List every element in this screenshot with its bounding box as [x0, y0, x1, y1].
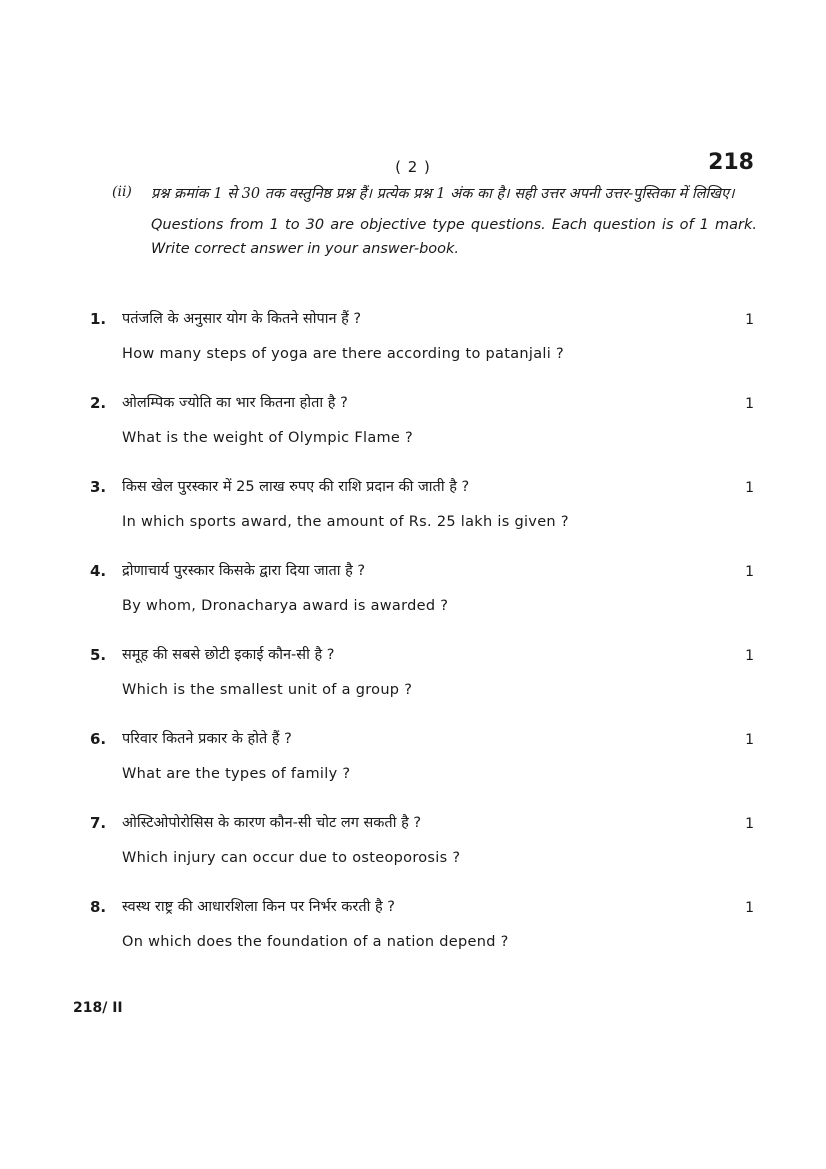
question-number: 5. [90, 646, 107, 664]
question-item [0, 390, 826, 474]
question-list [0, 306, 826, 978]
question-hindi: समूह की सबसे छोटी इकाई कौन-सी है ? [122, 647, 335, 663]
question-marks: 1 [745, 900, 754, 916]
question-english: What are the types of family ? [122, 766, 351, 782]
question-hindi: ओलम्पिक ज्योति का भार कितना होता है ? [122, 395, 348, 411]
question-number: 6. [90, 730, 107, 748]
question-marks: 1 [745, 396, 754, 412]
footer-paper-code: 218/ II [73, 1000, 123, 1016]
instruction-english: Questions from 1 to 30 are objective type questions. Each question is of 1 mark. Write correct answer in your answer-book. [151, 217, 757, 257]
paper-code: 218 [708, 150, 754, 175]
instruction-hindi: प्रश्न क्रमांक 1 से 30 तक वस्तुनिष्ठ प्रश्न हैं। प्रत्येक प्रश्न 1 अंक का है। सही उत्तर अपनी उत्तर-पुस्तिका में लिखिए। [151, 186, 735, 202]
question-number: 2. [90, 394, 107, 412]
question-number: 8. [90, 898, 107, 916]
question-marks: 1 [745, 648, 754, 664]
question-hindi: पतंजलि के अनुसार योग के कितने सोपान हैं ? [122, 311, 362, 327]
instructions [151, 181, 757, 261]
question-english: Which injury can occur due to osteoporosis ? [122, 850, 461, 866]
question-hindi: परिवार कितने प्रकार के होते हैं ? [122, 731, 292, 747]
question-item [0, 306, 826, 390]
question-hindi: किस खेल पुरस्कार में 25 लाख रुपए की राशि प्रदान की जाती है ? [122, 479, 470, 495]
page-number: ( 2 ) [395, 158, 431, 176]
question-number: 4. [90, 562, 107, 580]
question-marks: 1 [745, 732, 754, 748]
question-number: 1. [90, 310, 107, 328]
question-marks: 1 [745, 480, 754, 496]
question-item [0, 474, 826, 558]
question-english: What is the weight of Olympic Flame ? [122, 430, 414, 446]
question-item [0, 810, 826, 894]
question-hindi: द्रोणाचार्य पुरस्कार किसके द्वारा दिया जाता है ? [122, 563, 366, 579]
question-number: 3. [90, 478, 107, 496]
instruction-marker: (ii) [112, 184, 132, 200]
question-item [0, 894, 826, 978]
question-item [0, 642, 826, 726]
question-marks: 1 [745, 312, 754, 328]
question-hindi: स्वस्थ राष्ट्र की आधारशिला किन पर निर्भर करती है ? [122, 899, 395, 915]
question-marks: 1 [745, 564, 754, 580]
question-item [0, 558, 826, 642]
question-english: On which does the foundation of a nation depend ? [122, 934, 509, 950]
question-number: 7. [90, 814, 107, 832]
question-hindi: ओस्टिओपोरोसिस के कारण कौन-सी चोट लग सकती है ? [122, 815, 422, 831]
question-english: Which is the smallest unit of a group ? [122, 682, 413, 698]
question-english: How many steps of yoga are there according to patanjali ? [122, 346, 564, 362]
question-item [0, 726, 826, 810]
question-english: By whom, Dronacharya award is awarded ? [122, 598, 449, 614]
question-marks: 1 [745, 816, 754, 832]
question-english: In which sports award, the amount of Rs. 25 lakh is given ? [122, 514, 569, 530]
